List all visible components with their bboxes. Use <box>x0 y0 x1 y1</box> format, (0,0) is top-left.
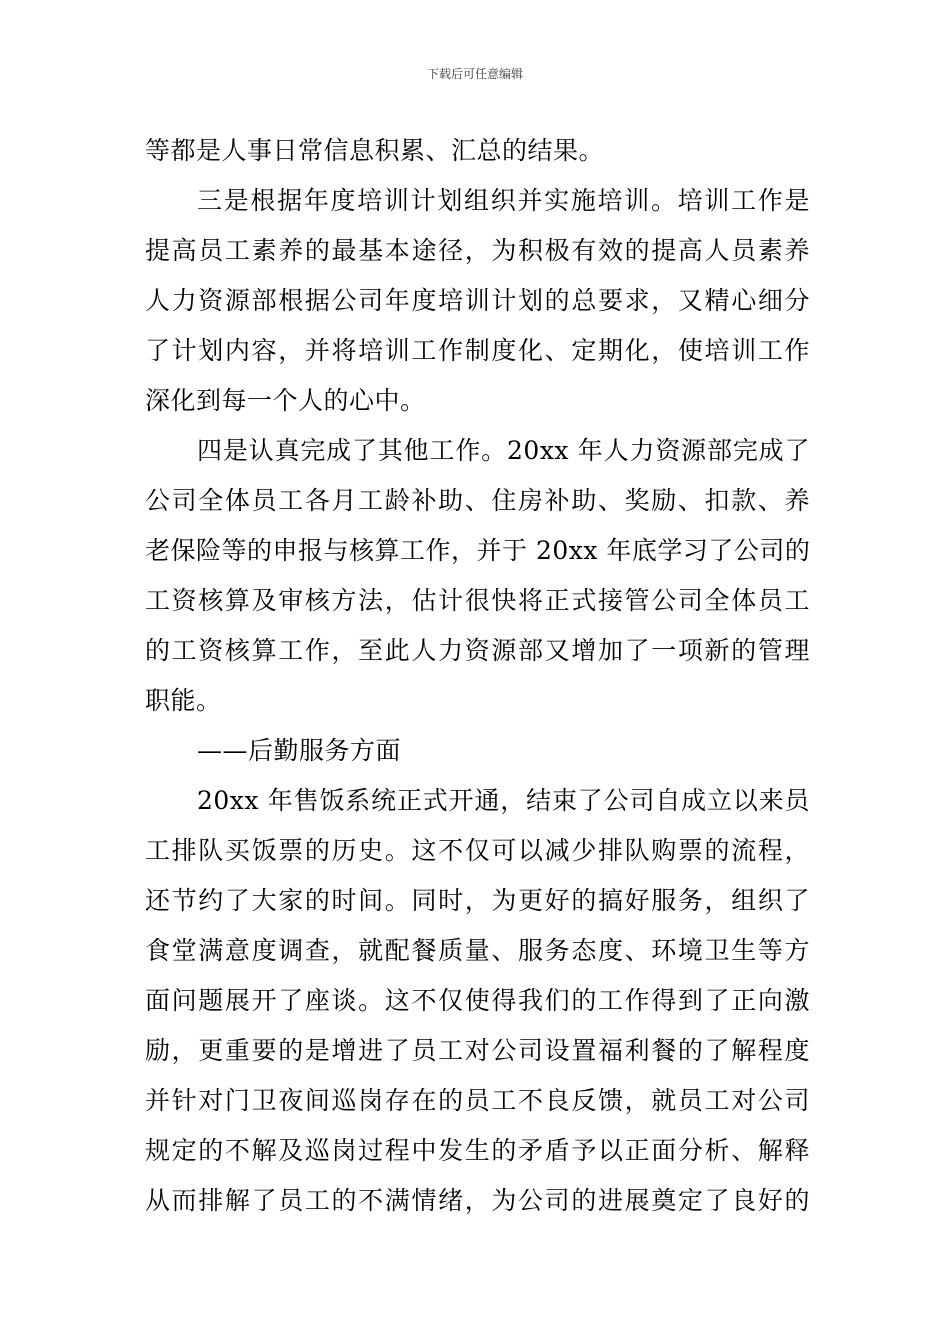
text-line: 等都是人事日常信息积累、汇总的结果。 <box>145 136 605 165</box>
text-line: 四是认真完成了其他工作。20xx 年人力资源部完成了 <box>197 436 810 465</box>
text-line: 三是根据年度培训计划组织并实施培训。培训工作是 <box>197 186 810 215</box>
text-line: 工资核算及审核方法，估计很快将正式接管公司全体员工 <box>145 586 810 615</box>
text-line: 提高员工素养的最基本途径，为积极有效的提高人员素养 <box>145 236 810 265</box>
text-line: 了计划内容，并将培训工作制度化、定期化，使培训工作 <box>145 336 810 365</box>
text-line: 还节约了大家的时间。同时，为更好的搞好服务，组织了 <box>145 886 810 915</box>
text-line: 工排队买饭票的历史。这不仅可以减少排队购票的流程， <box>145 836 810 865</box>
text-line: 人力资源部根据公司年度培训计划的总要求，又精心细分 <box>145 286 810 315</box>
text-line: 公司全体员工各月工龄补助、住房补助、奖励、扣款、养 <box>145 486 810 515</box>
text-line: 20xx 年售饭系统正式开通，结束了公司自成立以来员 <box>197 786 810 815</box>
text-line: 励，更重要的是增进了员工对公司设置福利餐的了解程度 <box>145 1036 810 1065</box>
section-heading: ——后勤服务方面 <box>197 736 402 765</box>
text-line: 老保险等的申报与核算工作，并于 20xx 年底学习了公司的 <box>145 536 811 565</box>
text-line: 面问题展开了座谈。这不仅使得我们的工作得到了正向激 <box>145 986 810 1015</box>
page-header: 下载后可任意编辑 <box>426 67 523 81</box>
text-line: 职能。 <box>145 686 222 715</box>
text-line: 深化到每一个人的心中。 <box>145 386 426 415</box>
document-body <box>145 126 810 1226</box>
text-line: 规定的不解及巡岗过程中发生的矛盾予以正面分析、解释 <box>145 1136 810 1165</box>
text-line: 的工资核算工作，至此人力资源部又增加了一项新的管理 <box>145 636 810 665</box>
text-line: 并针对门卫夜间巡岗存在的员工不良反馈，就员工对公司 <box>145 1086 810 1115</box>
text-line: 食堂满意度调查，就配餐质量、服务态度、环境卫生等方 <box>145 936 810 965</box>
text-line: 从而排解了员工的不满情绪，为公司的进展奠定了良好的 <box>145 1186 810 1215</box>
